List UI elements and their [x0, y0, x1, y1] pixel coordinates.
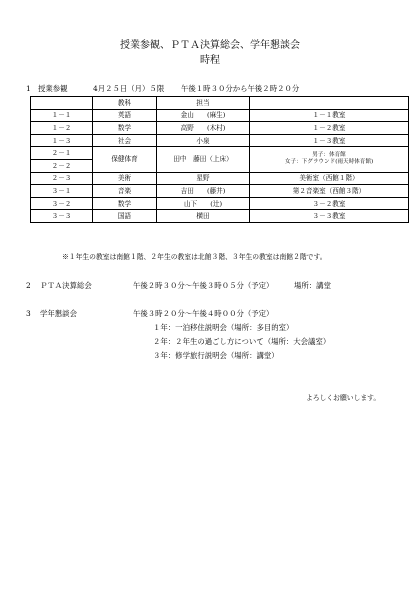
section-2-label: ＰＴＡ決算総会 — [40, 281, 92, 290]
teacher-cell: 吉田 (藤井) — [157, 185, 250, 198]
room-cell — [250, 147, 409, 172]
table-row — [31, 210, 409, 223]
subject-cell: 数学 — [93, 197, 157, 210]
class-cell: ３－１ — [31, 185, 93, 198]
teacher-cell: 高野 (木村) — [157, 122, 250, 135]
section-3-label: 学年懇談会 — [40, 309, 77, 318]
table-row — [31, 122, 409, 135]
header-cell: 教科 — [93, 97, 157, 110]
table-row — [31, 147, 409, 160]
teacher-cell: 星野 — [157, 172, 250, 185]
subject-cell: 英語 — [93, 109, 157, 122]
closing-remark: よろしくお願いします。 — [306, 394, 381, 402]
teacher-cell: 山下 (辻) — [157, 197, 250, 210]
section-2-number: 2 — [26, 281, 31, 290]
document-subtitle: 時程 — [200, 55, 220, 66]
room-line-girls: 女子：下グラウンド(雨天時体育館) — [284, 159, 374, 166]
class-cell: １－２ — [31, 122, 93, 135]
room-cell: 第２音楽室（西館３階） — [250, 185, 409, 198]
room-cell: １－３教室 — [250, 134, 409, 147]
teacher-cell: 小泉 — [157, 134, 250, 147]
class-cell: １－１ — [31, 109, 93, 122]
section-3-item: １年：一泊移住説明会（場所：多目的室） — [153, 323, 294, 332]
header-cell — [250, 97, 409, 110]
room-cell: ３－２教室 — [250, 197, 409, 210]
subject-cell: 数学 — [93, 122, 157, 135]
class-cell: ３－３ — [31, 210, 93, 223]
section-1-number: 1 — [26, 84, 31, 93]
section-3-time: 午後３時２０分～午後４時００分（予定） — [133, 309, 274, 318]
room-cell: １－１教室 — [250, 109, 409, 122]
section-1-label: 授業参観 — [38, 84, 68, 93]
room-cell: １－２教室 — [250, 122, 409, 135]
subject-cell: 美術 — [93, 172, 157, 185]
class-cell: ３－２ — [31, 197, 93, 210]
section-2-place: 場所：講堂 — [294, 281, 331, 290]
class-cell: ２－１ — [31, 147, 93, 160]
table-header-row — [31, 97, 409, 110]
room-line-boys: 男子：体育館 — [312, 152, 346, 159]
section-3-item: ３年：修学旅行説明会（場所：講堂） — [153, 351, 279, 360]
document-title: 授業参観、ＰＴＡ決算総会、学年懇談会 — [120, 40, 300, 51]
table-row — [31, 172, 409, 185]
teacher-cell: 横田 — [157, 210, 250, 223]
subject-cell: 社会 — [93, 134, 157, 147]
section-2-time: 午後２時３０分～午後３時０５分（予定） — [133, 281, 274, 290]
classroom-note: ※１年生の教室は南館１階、２年生の教室は北館３階、３年生の教室は南館２階です。 — [62, 253, 327, 261]
subject-cell: 音楽 — [93, 185, 157, 198]
subject-cell: 国語 — [93, 210, 157, 223]
table-row — [31, 109, 409, 122]
header-cell — [31, 97, 93, 110]
class-cell: ２－３ — [31, 172, 93, 185]
room-cell: 美術室（西館１階） — [250, 172, 409, 185]
class-cell: ２－２ — [31, 159, 93, 172]
section-1-date: 4月２５日（月）５限 — [93, 84, 165, 93]
teacher-cell: 田中 藤田（上床） — [157, 147, 250, 172]
table-row — [31, 134, 409, 147]
header-cell: 担当 — [157, 97, 250, 110]
table-row — [31, 197, 409, 210]
teacher-cell: 金山 (麻生) — [157, 109, 250, 122]
table-row — [31, 185, 409, 198]
subject-cell: 保健体育 — [93, 147, 157, 172]
section-3-number: 3 — [26, 309, 31, 318]
schedule-table — [30, 96, 409, 223]
section-3-item: ２年：２年生の過ごし方について（場所：大会議室） — [153, 337, 331, 346]
section-1-time: 午後１時３０分から午後２時２０分 — [181, 84, 300, 93]
class-cell: １－３ — [31, 134, 93, 147]
room-cell: ３－３教室 — [250, 210, 409, 223]
